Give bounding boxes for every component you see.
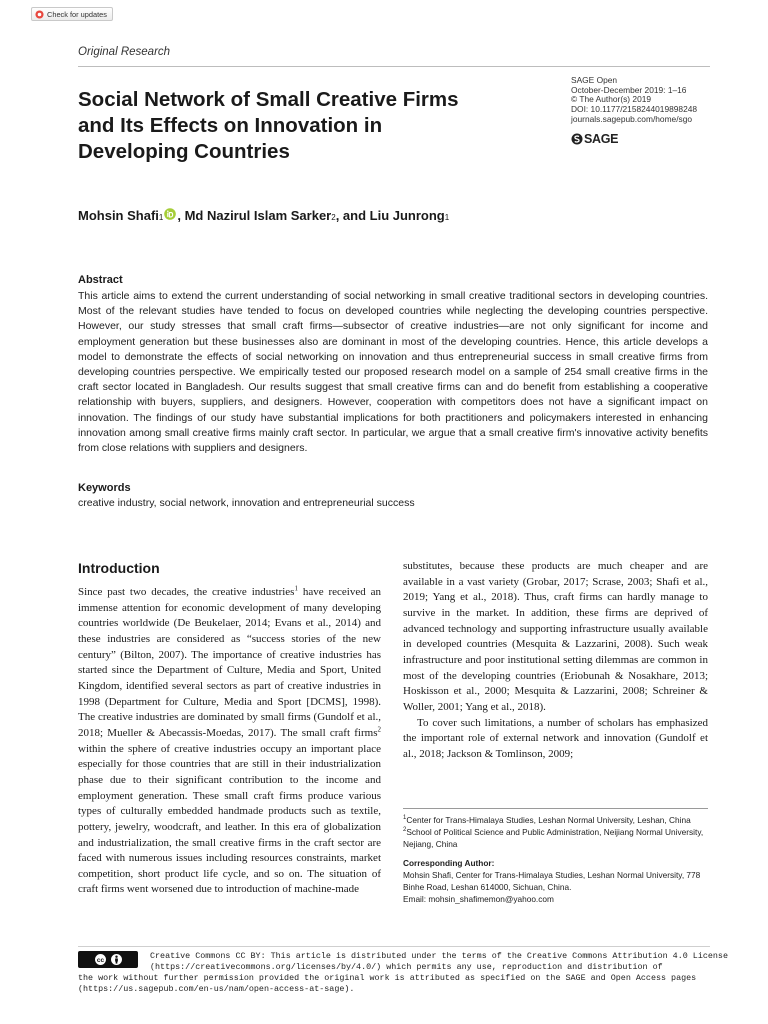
journal-info [571, 76, 741, 125]
journal-url[interactable]: journals.sagepub.com/home/sgo [571, 113, 693, 124]
header-divider [78, 66, 710, 67]
author-list: Mohsin Shafi 1 , Md Nazirul Islam Sarker 2 , and Liu Junrong 1 [78, 208, 450, 223]
affiliation-2-marker: 2 [403, 827, 407, 834]
footnote-ref-2[interactable]: 2 [377, 725, 381, 734]
affiliation-1-marker: 1 [403, 815, 407, 822]
introduction-heading: Introduction [78, 560, 160, 576]
journal-name: SAGE Open [571, 75, 618, 85]
footnote-divider [403, 808, 708, 809]
author-1[interactable]: Mohsin Shafi [78, 208, 159, 223]
orcid-icon[interactable] [164, 208, 176, 220]
footnote-ref-1[interactable]: 1 [294, 584, 298, 593]
sage-logo [571, 132, 618, 146]
license-line-1: Creative Commons CC BY: This article is distributed under the terms of the Creative Commons Attribution 4.0 License [150, 951, 728, 961]
affiliation-1-text: Center for Trans-Himalaya Studies, Leshan Normal University, Leshan, China [406, 815, 691, 825]
intro-right-paragraph-1: substitutes, because these products are much cheaper and are available in a vast variety (Grobar, 2017; Scrase, 2003; Shafi et al., 2019; Yang et al., 2018). Thus, craft firms can hardly manage to survive in the market. In addition, these firms are deprived of advanced technology and supporting infrastructure usually available in developed countries (Mesquita & Lazzarini, 2008). Such weak infrastructure and poor institutional setting dilemmas are common in most of the developing countries (Eriobunah & Nosakhare, 2013; Hoskisson et al., 2000; Mesquita & Lazzarini, 2008; Schreiner & Woller, 2001; Yang et al., 2018). [403, 560, 708, 713]
intro-left-text-1: Since past two decades, the creative industries [78, 586, 295, 598]
attribution-person-icon [110, 953, 123, 966]
update-check-icon [35, 10, 44, 19]
sage-logo-icon [571, 133, 583, 145]
article-title: Social Network of Small Creative Firms and Its Effects on Innovation in Developing Countries [78, 88, 459, 163]
license-divider [78, 946, 710, 947]
license-line-2[interactable]: (https://creativecommons.org/licenses/by/4.0/) which permits any use, reproduction and distribution of [150, 961, 663, 972]
creative-commons-icon [94, 953, 107, 966]
journal-copyright: © The Author(s) 2019 [571, 94, 652, 105]
check-for-updates-label: Check for updates [47, 9, 107, 19]
check-for-updates-button[interactable] [31, 7, 113, 21]
corresponding-author-address: Mohsin Shafi, Center for Trans-Himalaya Studies, Leshan Normal University, 778 Binhe Road, Leshan 614000, Sichuan, China. [403, 870, 701, 892]
author-2[interactable]: , Md Nazirul Islam Sarker [177, 208, 332, 223]
journal-doi[interactable]: DOI: 10.1177/2158244019898248 [571, 104, 698, 115]
svg-text:cc: cc [96, 956, 104, 964]
intro-right-paragraph-2: To cover such limitations, a number of scholars has emphasized the important role of external network and innovation (Gundolf et al., 2018; Jackson & Tomlinson, 2009; [403, 716, 708, 760]
author-3[interactable]: , and Liu Junrong [335, 208, 445, 223]
license-line-4[interactable]: (https://us.sagepub.com/en-us/nam/open-access-at-sage). [78, 983, 355, 994]
keywords-heading: Keywords [78, 482, 131, 494]
affiliation-2 [403, 826, 708, 850]
license-text-bottom [78, 973, 728, 994]
sage-logo-text: SAGE [584, 132, 619, 146]
cc-by-badge[interactable] [78, 951, 138, 968]
keywords-text: creative industry, social network, innovation and entrepreneurial success [78, 497, 415, 509]
footnotes [403, 814, 708, 905]
affiliation-2-text: School of Political Science and Public Administration, Neijiang Normal University, Nejiang, China [403, 827, 704, 849]
article-type-label: Original Research [78, 46, 171, 58]
intro-left-text-2: have received an immense attention for economic development of many developing countries worldwide (De Beukelaer, 2014; Evans et al., 2014) and these industries are considered as “success stories of the new century” (Bilton, 2007). The importance of creative industries has started since the Department of Culture, Media and Sport, United Kingdom, identified several sectors as part of creative industries in 1998 (Department for Culture, Media and Sport [DCMS], 1998). The creative industries are dominated by small firms (Gundolf et al., 2018; Mueller & Abecassis-Moedas, 2017). The small craft firms [78, 586, 381, 739]
license-text-top [150, 951, 730, 972]
intro-left-text-3: within the sphere of creative industries occupy an important place especially for those countries that are still in their industrialization phase due to their significant contribution to the income and employment generation. These small craft firms produce various types of culturally embedded handmade products such as textile, pottery, jewelry, woodcraft, and leather. In this era of globalization and industrialization, the small creative firms in the craft sector are faced with numerous issues including resources constraints, market competition, short product life cycle, and so on. The situation of craft firms went worsened due to introduction of machine-made [78, 742, 381, 896]
journal-issue: October-December 2019: 1–16 [571, 84, 687, 95]
introduction-left-column [78, 585, 381, 898]
abstract-heading: Abstract [78, 274, 123, 286]
corresponding-author-email[interactable]: Email: mohsin_shafimemon@yahoo.com [403, 894, 554, 904]
introduction-right-column [403, 559, 708, 763]
corresponding-author-heading: Corresponding Author: [403, 858, 495, 868]
abstract-text: This article aims to extend the current understanding of social networking in small creative traditional sectors in developing countries. Most of the relevant studies have tended to focus on developed countries while neglecting the developing countries perspective. However, our study stresses that small craft firms—subsector of creative industries—are not only significant for income and employment generation but these businesses also are dominant in most of the developing countries. Hence, this article develops a model to demonstrate the effects of social networking on innovation and thus entrepreneurial success in small creative firms from developing countries perspective. We empirically tested our proposed research model on a sample of 254 small creative firms in the craft sector located in Bangladesh. Our results suggest that small creative firms can and do benefit from establishing a cooperative relationship with buyers, suppliers, and designers. However, cooperation with competitors does not have a significant impact on innovation. The findings of our study have substantial implications for both practitioners and policymakers interested in enhancing innovation among small creative firms mainly craft sector. In particular, we argue that a small creative firm's innovative activity benefits from close relations with suppliers and designers. [78, 290, 708, 455]
license-line-3: the work without further permission provided the original work is attributed as specified on the SAGE and Open Access pages [78, 973, 697, 983]
affiliation-1 [403, 814, 708, 826]
